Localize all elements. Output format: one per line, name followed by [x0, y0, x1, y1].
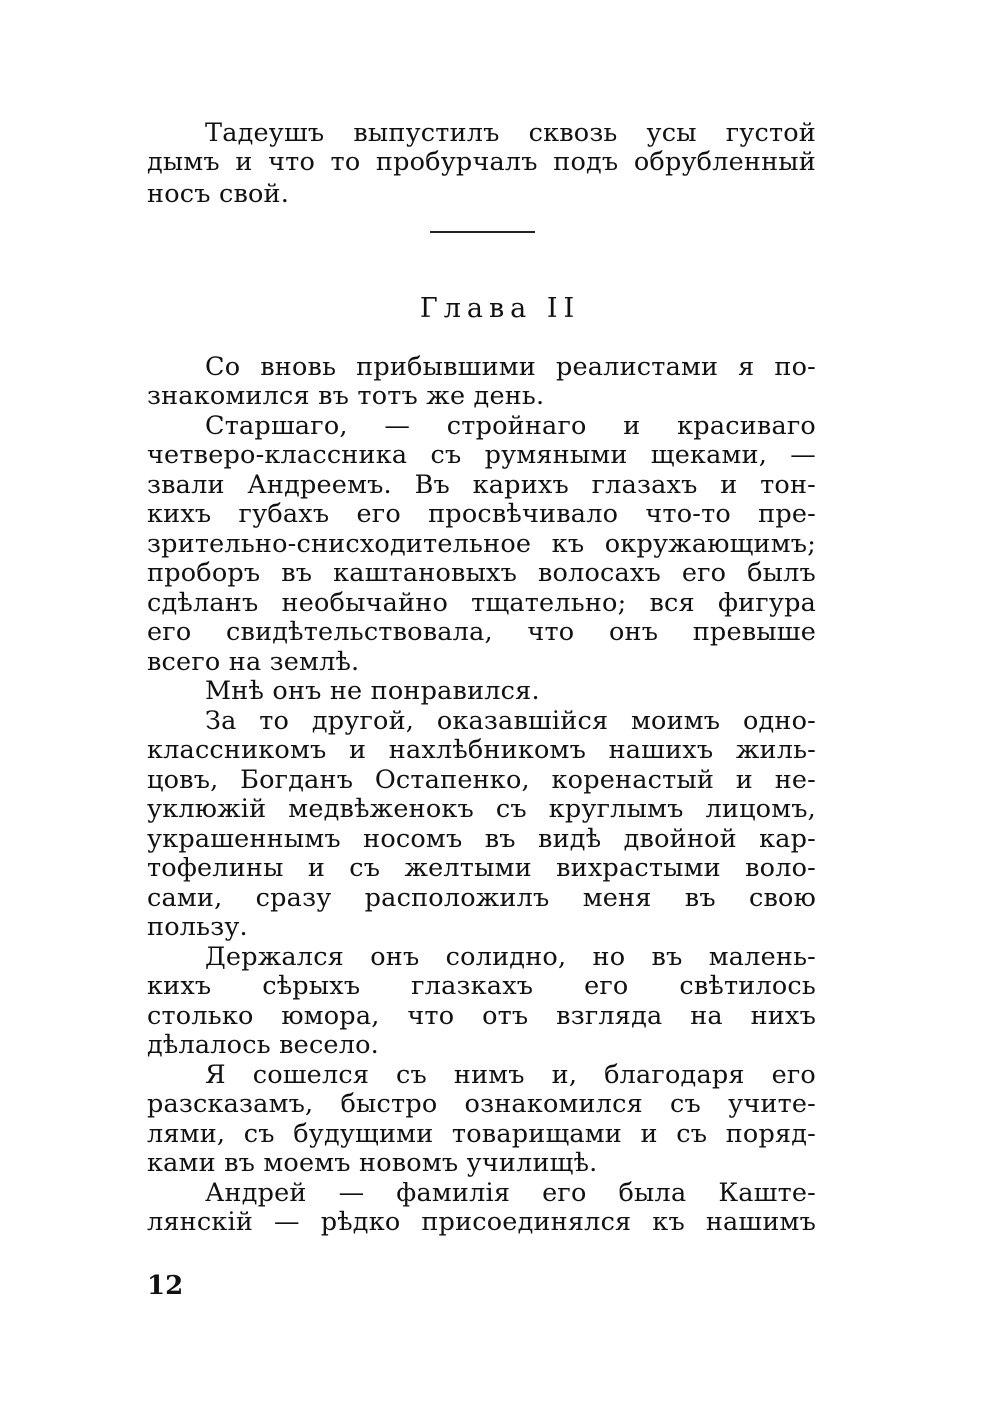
- text-line: сами, сразу расположилъ меня въ свою: [147, 883, 816, 913]
- text-line: знакомился въ тотъ же день.: [147, 381, 545, 411]
- section-divider: [430, 231, 535, 233]
- text-line: Со вновь прибывшими реалистами я по-: [205, 352, 816, 382]
- text-line: Тадеушъ выпустилъ сквозь усы густой: [205, 118, 816, 148]
- text-line: Старшаго, — стройнаго и красиваго: [205, 411, 816, 441]
- text-line: уклюжій медвѣженокъ съ круглымъ лицомъ,: [147, 794, 816, 824]
- text-line: зрительно-снисходительное къ окружающимъ;: [147, 529, 816, 559]
- text-line: лями, съ будущими товарищами и съ поряд-: [147, 1119, 816, 1149]
- page-number: 12: [147, 1271, 184, 1301]
- text-line: звали Андреемъ. Въ карихъ глазахъ и тон-: [147, 470, 816, 500]
- text-line: кихъ сѣрыхъ глазкахъ его свѣтилось: [147, 971, 816, 1001]
- text-line: кихъ губахъ его просвѣчивало что-то пре-: [147, 499, 816, 529]
- text-line: Держался онъ солидно, но въ малень-: [205, 942, 816, 972]
- text-line: За то другой, оказавшійся моимъ одно-: [205, 706, 816, 736]
- text-line: тофелины и съ желтыми вихрастыми воло-: [147, 853, 816, 883]
- text-line: дымъ и что то пробурчалъ подъ обрубленный: [147, 147, 816, 177]
- text-line: Мнѣ онъ не понравился.: [205, 676, 540, 706]
- text-line: четверо-классника съ румяными щеками, —: [147, 440, 816, 470]
- text-line: сдѣланъ необычайно тщательно; вся фигура: [147, 588, 816, 618]
- text-line: его свидѣтельствовала, что онъ превыше: [147, 617, 816, 647]
- text-line: Я сошелся съ нимъ и, благодаря его: [205, 1060, 816, 1090]
- text-line: всего на землѣ.: [147, 647, 360, 677]
- text-line: цовъ, Богданъ Остапенко, коренастый и не-: [147, 765, 816, 795]
- text-line: столько юмора, что отъ взгляда на нихъ: [147, 1001, 816, 1031]
- text-line: пользу.: [147, 912, 248, 942]
- text-line: украшеннымъ носомъ въ видѣ двойной кар-: [147, 824, 816, 854]
- text-line: классникомъ и нахлѣбникомъ нашихъ жиль-: [147, 735, 816, 765]
- text-line: лянскій — рѣдко присоединялся къ нашимъ: [147, 1207, 816, 1237]
- text-line: Андрей — фамилія его была Каште-: [205, 1178, 816, 1208]
- text-line: проборъ въ каштановыхъ волосахъ его былъ: [147, 558, 816, 588]
- text-line: носъ свой.: [147, 179, 290, 209]
- text-line: дѣлалось весело.: [147, 1030, 379, 1060]
- chapter-title: Глава II: [419, 293, 581, 324]
- text-line: разсказамъ, быстро ознакомился съ учите-: [147, 1089, 816, 1119]
- text-line: ками въ моемъ новомъ училищѣ.: [147, 1148, 598, 1178]
